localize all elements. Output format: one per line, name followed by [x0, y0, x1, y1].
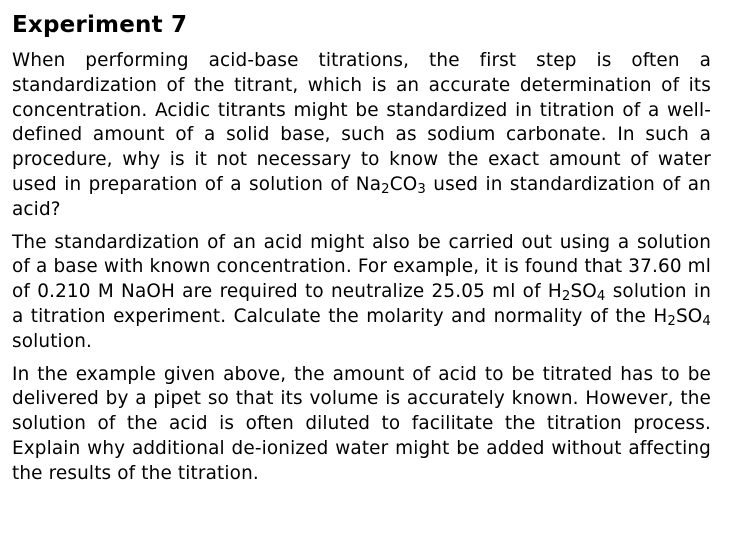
paragraph1-text-after: used in standardization of an acid? — [12, 173, 711, 220]
formula-na2co3 — [356, 174, 426, 195]
formula-h2so4 — [547, 281, 606, 305]
paragraph-calculation — [12, 231, 711, 355]
paragraph-standardization — [12, 49, 711, 223]
paragraph2-text-1: The standardization of an acid might also be carried out using a solution of a base with known concentration. For example, it is found that 37.60 ml of 0.210 M NaOH are required to neutralize 25.05 ml of — [12, 231, 711, 303]
formula-h2so4-second — [653, 306, 711, 327]
formula-so: SO — [570, 281, 597, 303]
formula-so-subscript: 4 — [596, 289, 606, 305]
paragraph2-text-3: solution. — [12, 330, 93, 352]
formula-so-second: SO — [675, 305, 703, 327]
formula-h-subscript: 2 — [561, 289, 571, 305]
formula-co: CO — [389, 173, 418, 195]
paragraph1-text-before: When performing acid-base titrations, the first step is often a standardization of the titrant, which is an accurate determination of its concentration. Acidic titrants might be standardized in titration of a well-defined amount of a solid base, such as sodium carbonate. In such a procedure, why is it not necessary to know the exact amount of water used in preparation of a solution of — [12, 50, 711, 195]
formula-so-subscript-second: 4 — [702, 313, 711, 329]
formula-h-second: H — [653, 305, 668, 327]
paragraph-dilution: In the example given above, the amount of acid to be titrated has to be delivered by a pipet so that its volume is accurately known. However, the solution of the acid is often diluted to facilitate the titration process. Explain why additional de-ionized water might be added without affecting the results of the titration. — [12, 363, 711, 484]
paragraph2-text-2: solution in a titration experiment. Calculate the molarity and normality of the — [12, 281, 711, 327]
formula-co-subscript: 3 — [417, 181, 426, 197]
formula-h-subscript-second: 2 — [667, 313, 676, 329]
formula-h: H — [547, 281, 562, 303]
formula-na-subscript: 2 — [381, 181, 390, 197]
experiment-title: Experiment 7 — [12, 12, 188, 38]
formula-na: Na — [355, 173, 382, 195]
